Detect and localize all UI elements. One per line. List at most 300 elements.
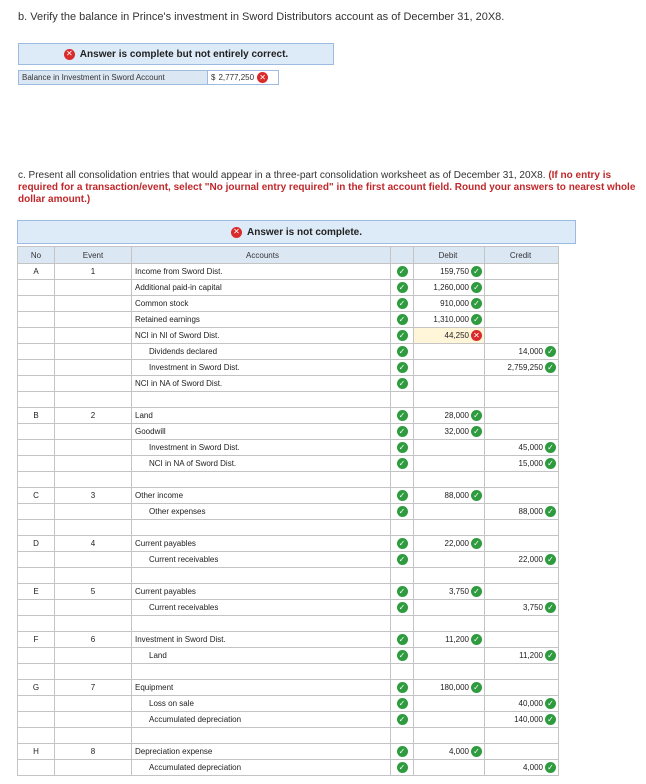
table-row <box>18 616 559 632</box>
row-check-cell <box>391 328 414 344</box>
correct-icon: ✓ <box>397 282 408 293</box>
debit-input[interactable] <box>414 600 485 616</box>
table-row <box>18 520 559 536</box>
account-name: Dividends declared <box>149 347 218 356</box>
debit-input[interactable] <box>414 328 485 344</box>
correct-icon: ✓ <box>397 266 408 277</box>
incorrect-icon: ✕ <box>64 49 75 60</box>
row-event-cell <box>55 344 132 360</box>
account-select[interactable] <box>132 712 391 728</box>
debit-input[interactable] <box>414 376 485 392</box>
debit-input[interactable] <box>414 504 485 520</box>
row-check-cell <box>391 536 414 552</box>
table-row <box>18 568 559 584</box>
table-row <box>18 664 559 680</box>
correct-icon: ✓ <box>471 634 482 645</box>
row-event-cell: 7 <box>55 680 132 696</box>
row-check-cell <box>391 392 414 408</box>
amount-value: 159,750 <box>440 267 469 276</box>
account-select[interactable] <box>132 744 391 760</box>
row-check-cell <box>391 520 414 536</box>
row-event-cell <box>55 424 132 440</box>
row-event-cell <box>55 312 132 328</box>
part-c-instruction <box>18 170 638 206</box>
correct-icon: ✓ <box>545 362 556 373</box>
account-name: Investment in Sword Dist. <box>135 635 226 644</box>
correct-icon: ✓ <box>471 410 482 421</box>
row-no-cell <box>18 392 55 408</box>
credit-input[interactable] <box>485 760 559 776</box>
account-name: Loss on sale <box>149 699 194 708</box>
row-check-cell <box>391 568 414 584</box>
column-header-no: No <box>18 247 55 264</box>
row-no-cell <box>18 504 55 520</box>
debit-input[interactable] <box>414 312 485 328</box>
credit-input[interactable] <box>485 296 559 312</box>
correct-icon: ✓ <box>397 330 408 341</box>
row-no-cell <box>18 296 55 312</box>
credit-input[interactable] <box>485 536 559 552</box>
table-row <box>18 536 559 552</box>
amount-value: 32,000 <box>444 427 469 436</box>
account-select[interactable] <box>132 664 391 680</box>
row-no-cell <box>18 424 55 440</box>
part-b-status-banner <box>18 43 334 65</box>
balance-input[interactable] <box>208 70 279 85</box>
row-event-cell <box>55 456 132 472</box>
table-row <box>18 680 559 696</box>
currency-symbol: $ <box>211 73 216 82</box>
row-no-cell <box>18 568 55 584</box>
credit-input[interactable] <box>485 280 559 296</box>
debit-input[interactable] <box>414 472 485 488</box>
debit-input[interactable] <box>414 696 485 712</box>
row-event-cell <box>55 328 132 344</box>
table-row <box>18 728 559 744</box>
table-row <box>18 376 559 392</box>
correct-icon: ✓ <box>545 602 556 613</box>
debit-input[interactable] <box>414 392 485 408</box>
credit-input[interactable] <box>485 600 559 616</box>
account-select[interactable] <box>132 728 391 744</box>
account-select[interactable] <box>132 680 391 696</box>
credit-input[interactable] <box>485 552 559 568</box>
debit-input[interactable] <box>414 568 485 584</box>
credit-input[interactable] <box>485 680 559 696</box>
correct-icon: ✓ <box>545 714 556 725</box>
row-no-cell <box>18 440 55 456</box>
account-name: Additional paid-in capital <box>135 283 222 292</box>
correct-icon: ✓ <box>397 314 408 325</box>
credit-input[interactable] <box>485 728 559 744</box>
row-check-cell <box>391 408 414 424</box>
correct-icon: ✓ <box>397 362 408 373</box>
account-select[interactable] <box>132 616 391 632</box>
account-select[interactable] <box>132 296 391 312</box>
account-select[interactable] <box>132 504 391 520</box>
row-event-cell <box>55 472 132 488</box>
credit-input[interactable] <box>485 440 559 456</box>
correct-icon: ✓ <box>397 538 408 549</box>
account-select[interactable] <box>132 536 391 552</box>
correct-icon: ✓ <box>397 714 408 725</box>
debit-input[interactable] <box>414 584 485 600</box>
correct-icon: ✓ <box>397 554 408 565</box>
amount-value: 88,000 <box>518 507 543 516</box>
amount-value: 180,000 <box>440 683 469 692</box>
correct-icon: ✓ <box>471 426 482 437</box>
debit-input[interactable] <box>414 488 485 504</box>
correct-icon: ✓ <box>471 314 482 325</box>
table-row <box>18 344 559 360</box>
account-name: Investment in Sword Dist. <box>149 363 240 372</box>
correct-icon: ✓ <box>471 282 482 293</box>
debit-input[interactable] <box>414 680 485 696</box>
correct-icon: ✓ <box>397 602 408 613</box>
account-select[interactable] <box>132 280 391 296</box>
row-check-cell <box>391 680 414 696</box>
account-name: Current payables <box>135 587 196 596</box>
account-select[interactable] <box>132 584 391 600</box>
credit-input[interactable] <box>485 632 559 648</box>
credit-input[interactable] <box>485 648 559 664</box>
correct-icon: ✓ <box>471 682 482 693</box>
amount-value: 22,000 <box>444 539 469 548</box>
debit-input[interactable] <box>414 456 485 472</box>
table-row <box>18 440 559 456</box>
row-check-cell <box>391 504 414 520</box>
credit-input[interactable] <box>485 344 559 360</box>
debit-input[interactable] <box>414 536 485 552</box>
row-check-cell <box>391 280 414 296</box>
account-name: NCI in NI of Sword Dist. <box>135 331 220 340</box>
credit-input[interactable] <box>485 328 559 344</box>
amount-value: 22,000 <box>518 555 543 564</box>
account-name: Accumulated depreciation <box>149 715 242 724</box>
account-select[interactable] <box>132 456 391 472</box>
table-row <box>18 296 559 312</box>
credit-input[interactable] <box>485 744 559 760</box>
row-check-cell <box>391 696 414 712</box>
credit-input[interactable] <box>485 456 559 472</box>
account-select[interactable] <box>132 600 391 616</box>
part-c-instruction-note: (If no entry is required for a transaction/event, select "No journal entry required" in the first account field. Round your answers to nearest whole dollar amount.) <box>18 170 636 205</box>
row-check-cell <box>391 616 414 632</box>
row-no-cell <box>18 472 55 488</box>
row-no-cell <box>18 648 55 664</box>
amount-value: 45,000 <box>518 443 543 452</box>
account-name: Other income <box>135 491 184 500</box>
account-name: NCI in NA of Sword Dist. <box>135 379 223 388</box>
row-check-cell <box>391 760 414 776</box>
row-check-cell <box>391 728 414 744</box>
correct-icon: ✓ <box>545 458 556 469</box>
debit-input[interactable] <box>414 744 485 760</box>
correct-icon: ✓ <box>471 298 482 309</box>
amount-value: 4,000 <box>522 763 543 772</box>
table-row <box>18 600 559 616</box>
account-select[interactable] <box>132 376 391 392</box>
debit-input[interactable] <box>414 664 485 680</box>
row-check-cell <box>391 264 414 280</box>
part-c-instruction-text: c. Present all consolidation entries that would appear in a three-part consolidation worksheet as of December 31, 20X8. <box>18 170 546 181</box>
account-name: Land <box>149 651 167 660</box>
row-event-cell: 2 <box>55 408 132 424</box>
row-event-cell <box>55 616 132 632</box>
correct-icon: ✓ <box>397 650 408 661</box>
account-select[interactable] <box>132 392 391 408</box>
row-no-cell: H <box>18 744 55 760</box>
credit-input[interactable] <box>485 616 559 632</box>
credit-input[interactable] <box>485 696 559 712</box>
row-no-cell <box>18 360 55 376</box>
row-event-cell <box>55 296 132 312</box>
table-row <box>18 280 559 296</box>
row-check-cell <box>391 712 414 728</box>
row-no-cell <box>18 664 55 680</box>
row-event-cell: 3 <box>55 488 132 504</box>
debit-input[interactable] <box>414 296 485 312</box>
credit-input[interactable] <box>485 360 559 376</box>
account-select[interactable] <box>132 568 391 584</box>
account-select[interactable] <box>132 312 391 328</box>
account-select[interactable] <box>132 344 391 360</box>
row-event-cell <box>55 568 132 584</box>
credit-input[interactable] <box>485 312 559 328</box>
account-name: Retained earnings <box>135 315 200 324</box>
amount-value: 4,000 <box>448 747 469 756</box>
account-name: Equipment <box>135 683 174 692</box>
account-select[interactable] <box>132 696 391 712</box>
row-check-cell <box>391 648 414 664</box>
account-select[interactable] <box>132 264 391 280</box>
debit-input[interactable] <box>414 760 485 776</box>
row-check-cell <box>391 584 414 600</box>
row-check-cell <box>391 488 414 504</box>
correct-icon: ✓ <box>397 410 408 421</box>
row-no-cell <box>18 328 55 344</box>
credit-input[interactable] <box>485 520 559 536</box>
credit-input[interactable] <box>485 488 559 504</box>
row-no-cell <box>18 280 55 296</box>
table-row <box>18 472 559 488</box>
correct-icon: ✓ <box>471 746 482 757</box>
row-event-cell <box>55 728 132 744</box>
amount-value: 14,000 <box>518 347 543 356</box>
debit-input[interactable] <box>414 728 485 744</box>
row-check-cell <box>391 664 414 680</box>
credit-input[interactable] <box>485 712 559 728</box>
part-c-banner-text: Answer is not complete. <box>246 226 363 238</box>
row-no-cell <box>18 520 55 536</box>
debit-input[interactable] <box>414 648 485 664</box>
debit-input[interactable] <box>414 280 485 296</box>
row-no-cell <box>18 728 55 744</box>
balance-value: 2,777,250 <box>218 73 255 82</box>
row-event-cell <box>55 712 132 728</box>
account-select[interactable] <box>132 520 391 536</box>
row-check-cell <box>391 456 414 472</box>
debit-input[interactable] <box>414 264 485 280</box>
debit-input[interactable] <box>414 424 485 440</box>
table-row <box>18 360 559 376</box>
row-event-cell <box>55 760 132 776</box>
debit-input[interactable] <box>414 552 485 568</box>
row-check-cell <box>391 360 414 376</box>
row-check-cell <box>391 424 414 440</box>
correct-icon: ✓ <box>397 298 408 309</box>
debit-input[interactable] <box>414 360 485 376</box>
credit-input[interactable] <box>485 472 559 488</box>
row-no-cell <box>18 712 55 728</box>
row-check-cell <box>391 472 414 488</box>
amount-value: 40,000 <box>518 699 543 708</box>
account-select[interactable] <box>132 648 391 664</box>
table-row <box>18 312 559 328</box>
debit-input[interactable] <box>414 712 485 728</box>
account-select[interactable] <box>132 440 391 456</box>
table-row <box>18 584 559 600</box>
table-row <box>18 696 559 712</box>
credit-input[interactable] <box>485 504 559 520</box>
account-name: Goodwill <box>135 427 166 436</box>
account-name: Other expenses <box>149 507 206 516</box>
row-event-cell <box>55 664 132 680</box>
row-event-cell <box>55 696 132 712</box>
row-no-cell: F <box>18 632 55 648</box>
row-event-cell <box>55 648 132 664</box>
credit-input[interactable] <box>485 376 559 392</box>
correct-icon: ✓ <box>397 682 408 693</box>
row-no-cell: E <box>18 584 55 600</box>
amount-value: 88,000 <box>444 491 469 500</box>
account-select[interactable] <box>132 424 391 440</box>
table-row <box>18 328 559 344</box>
incorrect-icon: ✕ <box>471 330 482 341</box>
row-event-cell: 5 <box>55 584 132 600</box>
account-name: Investment in Sword Dist. <box>149 443 240 452</box>
table-header-row <box>18 247 559 264</box>
row-check-cell <box>391 376 414 392</box>
correct-icon: ✓ <box>471 266 482 277</box>
column-header-accounts: Accounts <box>132 247 391 264</box>
row-event-cell: 1 <box>55 264 132 280</box>
row-no-cell <box>18 376 55 392</box>
account-select[interactable] <box>132 472 391 488</box>
row-no-cell <box>18 600 55 616</box>
row-check-cell <box>391 744 414 760</box>
amount-value: 3,750 <box>522 603 543 612</box>
table-row <box>18 760 559 776</box>
column-header-event: Event <box>55 247 132 264</box>
account-name: NCI in NA of Sword Dist. <box>149 459 237 468</box>
amount-value: 2,759,250 <box>507 363 543 372</box>
amount-value: 15,000 <box>518 459 543 468</box>
account-select[interactable] <box>132 408 391 424</box>
column-header-check <box>391 247 414 264</box>
row-no-cell: B <box>18 408 55 424</box>
balance-label: Balance in Investment in Sword Account <box>18 70 208 85</box>
account-select[interactable] <box>132 360 391 376</box>
account-name: Income from Sword Dist. <box>135 267 223 276</box>
account-select[interactable] <box>132 552 391 568</box>
account-select[interactable] <box>132 632 391 648</box>
table-row <box>18 456 559 472</box>
row-check-cell <box>391 440 414 456</box>
credit-input[interactable] <box>485 424 559 440</box>
row-no-cell: C <box>18 488 55 504</box>
debit-input[interactable] <box>414 344 485 360</box>
account-select[interactable] <box>132 760 391 776</box>
credit-input[interactable] <box>485 408 559 424</box>
correct-icon: ✓ <box>471 586 482 597</box>
account-name: Accumulated depreciation <box>149 763 242 772</box>
amount-value: 3,750 <box>448 587 469 596</box>
table-row <box>18 264 559 280</box>
correct-icon: ✓ <box>397 586 408 597</box>
correct-icon: ✓ <box>545 762 556 773</box>
row-check-cell <box>391 600 414 616</box>
table-row <box>18 408 559 424</box>
table-row <box>18 552 559 568</box>
account-select[interactable] <box>132 488 391 504</box>
account-name: Current payables <box>135 539 196 548</box>
row-event-cell: 4 <box>55 536 132 552</box>
table-row <box>18 488 559 504</box>
account-name: Current receivables <box>149 555 219 564</box>
row-check-cell <box>391 344 414 360</box>
row-event-cell <box>55 520 132 536</box>
credit-input[interactable] <box>485 584 559 600</box>
credit-input[interactable] <box>485 568 559 584</box>
row-no-cell <box>18 552 55 568</box>
correct-icon: ✓ <box>397 698 408 709</box>
table-row <box>18 648 559 664</box>
table-row <box>18 712 559 728</box>
row-no-cell <box>18 760 55 776</box>
part-c-status-banner <box>17 220 576 244</box>
table-row <box>18 744 559 760</box>
row-event-cell <box>55 392 132 408</box>
credit-input[interactable] <box>485 664 559 680</box>
correct-icon: ✓ <box>545 346 556 357</box>
amount-value: 910,000 <box>440 299 469 308</box>
correct-icon: ✓ <box>397 746 408 757</box>
table-row <box>18 424 559 440</box>
row-event-cell <box>55 552 132 568</box>
row-event-cell: 6 <box>55 632 132 648</box>
debit-input[interactable] <box>414 616 485 632</box>
debit-input[interactable] <box>414 440 485 456</box>
row-no-cell: D <box>18 536 55 552</box>
amount-value: 44,250 <box>444 331 469 340</box>
correct-icon: ✓ <box>397 458 408 469</box>
incorrect-icon: ✕ <box>231 227 242 238</box>
debit-input[interactable] <box>414 408 485 424</box>
table-body <box>18 264 559 776</box>
account-select[interactable] <box>132 328 391 344</box>
credit-input[interactable] <box>485 264 559 280</box>
debit-input[interactable] <box>414 632 485 648</box>
account-name: Land <box>135 411 153 420</box>
correct-icon: ✓ <box>397 762 408 773</box>
credit-input[interactable] <box>485 392 559 408</box>
row-no-cell: G <box>18 680 55 696</box>
row-no-cell: A <box>18 264 55 280</box>
correct-icon: ✓ <box>397 378 408 389</box>
debit-input[interactable] <box>414 520 485 536</box>
row-event-cell <box>55 360 132 376</box>
